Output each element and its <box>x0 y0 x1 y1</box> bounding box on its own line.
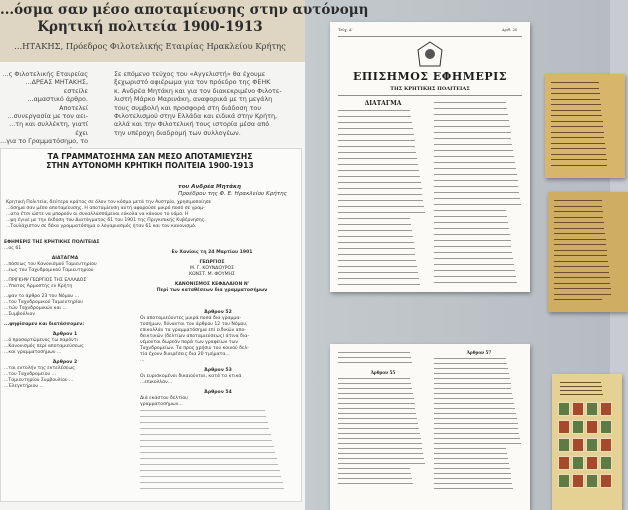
column-line: ...ψαν το άρθρο 23 του Νόμου ... <box>4 294 79 299</box>
text-line-rule <box>140 440 272 441</box>
column-heading: ΚΑΝΟΝΙΣΜΟΣ ΚΕΦΑΛΑΙΟΝ Ν' <box>174 282 250 287</box>
text-line-rule <box>551 88 599 89</box>
intro-right-line: την υπέροχη διαδρομή των συλλογέων. <box>114 128 241 137</box>
postage-stamp <box>600 420 612 434</box>
column-line: ...ψηφίσαμεν και διατάσσομεν: <box>4 322 85 327</box>
column-line: ...του Ταχυδρομικού Ταμιευτηρίου <box>4 300 83 305</box>
text-line-rule <box>554 277 610 278</box>
intro-right-column <box>114 70 300 137</box>
gazette-inner-page <box>330 344 530 510</box>
column-line: ...επικολλάν... <box>140 380 173 385</box>
text-line-rule <box>338 110 410 111</box>
text-line-rule <box>338 408 415 409</box>
text-line-rule <box>554 228 604 229</box>
gazette-masthead: ΕΠΙΣΗΜΟΣ ΕΦΗΜΕΡΙΣ <box>352 70 508 83</box>
postage-stamp <box>600 438 612 452</box>
column-line: ...ος 61 <box>4 246 22 251</box>
text-line-rule <box>434 388 511 389</box>
decree-box-title-line: ΤΑ ΓΡΑΜΜΑΤΟΣΗΜΑ ΣΑΝ ΜΕΣΟ ΑΠΟΤΑΜΙΕΥΣΗΣ <box>47 152 253 161</box>
text-line-rule <box>338 428 419 429</box>
paragraph-line: ...ψη έγινε με την έκδοση του Διατάγματος 61 του 1901 της Πριγκιπικής Κυβέρνησης. <box>6 218 206 223</box>
text-line-rule <box>434 246 511 247</box>
postage-stamp <box>586 402 598 416</box>
text-line-rule <box>554 299 602 300</box>
gazette-article-heading: Άρθρον 55 <box>370 370 396 375</box>
text-line-rule <box>551 115 602 116</box>
text-line-rule <box>338 448 422 449</box>
text-line-rule <box>338 194 422 195</box>
column-line: ...του Ταχυδρομείου ... <box>4 372 57 377</box>
text-line-rule <box>338 158 417 159</box>
text-line-rule <box>434 368 508 369</box>
text-line-rule <box>434 144 512 145</box>
text-line-rule <box>338 483 413 484</box>
text-line-rule <box>434 240 511 241</box>
text-line-rule <box>554 250 607 251</box>
text-line-rule <box>338 230 412 231</box>
text-line-rule <box>338 152 416 153</box>
text-line-rule <box>551 93 600 94</box>
gazette-front-page <box>330 22 530 292</box>
postage-stamp <box>558 456 570 470</box>
decree-box-title-line: ΣΤΗΝ ΑΥΤΟΝΟΜΗ ΚΡΗΤΙΚΗ ΠΟΛΙΤΕΙΑ 1900-1913 <box>46 161 254 170</box>
column-line: τοσήμων, δύνανται του άρθρου 12 του Νόμου, <box>140 322 248 327</box>
text-line-rule <box>434 258 513 259</box>
decree-intro-paragraph <box>6 200 294 230</box>
intro-right-line: λιστή Μάρκο Μαρινάκη, αναφορικά με τη μεγάλη <box>114 95 273 104</box>
column-line: ...ΠΡΙΓΚΗΨ ΓΕΩΡΓΙΟΣ ΤΗΣ ΕΛΛΑΔΟΣ <box>4 278 87 283</box>
text-line-rule <box>554 261 608 262</box>
text-line-rule <box>338 212 425 213</box>
column-line: Οι αποταμιεύοντες μικρά ποσά δια γραμμα- <box>140 316 242 321</box>
column-line: επικολλάν τα γραμματόσημα επί ειδικών απο- <box>140 328 246 333</box>
text-line-rule <box>434 156 514 157</box>
text-line-rule <box>551 121 603 122</box>
postage-stamp <box>558 402 570 416</box>
gazette-section-heading: ΔΙΑΤΑΓΜΑ <box>364 100 402 107</box>
postage-stamp <box>558 420 570 434</box>
column-heading: Άρθρον 1 <box>52 332 78 337</box>
text-line-rule <box>338 438 421 439</box>
text-line-rule <box>560 390 602 391</box>
text-line-rule <box>140 488 284 489</box>
postage-stamp <box>558 474 570 488</box>
text-line-rule <box>551 110 601 111</box>
text-line-rule <box>140 452 275 453</box>
column-line: Εν Χανίοις τη 24 Μαρτίου 1901 <box>171 250 253 255</box>
column-line: ...εως του Ταχυδρομικού Ταμιευτηρίου <box>4 268 94 273</box>
column-line: ΚΩΝΣΤ. Μ. ΦΟΥΜΗΣ <box>189 272 235 277</box>
text-line-rule <box>554 288 611 289</box>
decree-middle-column <box>140 310 296 408</box>
text-line-rule <box>140 434 271 435</box>
postage-stamp <box>600 402 612 416</box>
text-line-rule <box>434 252 512 253</box>
text-line-rule <box>551 148 606 149</box>
text-line-rule <box>434 228 509 229</box>
text-line-rule <box>434 373 509 374</box>
column-line: γραμματοσήμων... <box>140 402 183 407</box>
postage-stamp <box>586 420 598 434</box>
column-line: δεικτικών (δελτίων αποταμιεύσεως) άτινα δια- <box>140 334 250 339</box>
text-line-rule <box>434 108 507 109</box>
intro-right-line: Φιλοτελισμού στην Ελλάδα και ειδικά στην Κρήτη, <box>114 112 278 121</box>
postage-stamp <box>600 474 612 488</box>
article-byline: ...ΗΤΑΚΗΣ, Πρόεδρος Φιλοτελικής Εταιρίας Ηρακλείου Κρήτης <box>14 41 286 51</box>
text-line-rule <box>338 398 414 399</box>
text-line-rule <box>434 453 507 454</box>
text-line-rule <box>338 458 424 459</box>
intro-left-line: ...για το Γραμματόσημο, το <box>0 137 88 146</box>
column-line: τία έχουν διαιρέσεις δια 20 τμήματα... <box>140 352 230 357</box>
text-line-rule <box>434 102 506 103</box>
ledger-sheet-2 <box>548 192 628 312</box>
intro-left-line: ...ΔΡΕΑΣ ΜΗΤΑΚΗΣ, εστείλε <box>25 78 88 95</box>
gazette-rule <box>338 36 522 37</box>
text-line-rule <box>338 140 415 141</box>
text-line-rule <box>434 186 518 187</box>
text-line-rule <box>338 200 423 201</box>
gazette-number-label: Αριθ. 20 <box>502 28 518 32</box>
intro-left-line: ...συνεργασία με τον αει- <box>7 112 88 121</box>
text-line-rule <box>338 242 414 243</box>
postage-stamp <box>586 456 598 470</box>
text-line-rule <box>338 418 417 419</box>
text-line-rule <box>560 386 602 387</box>
column-heading: Άρθρον 52 <box>204 310 232 315</box>
text-line-rule <box>338 352 410 353</box>
column-line: ...ό προσαρτώμενος τω παρόντι <box>4 338 79 343</box>
text-line-rule <box>434 358 506 359</box>
text-line-rule <box>554 244 606 245</box>
text-line-rule <box>554 294 611 295</box>
text-line-rule <box>434 174 517 175</box>
text-line-rule <box>434 264 514 265</box>
text-line-rule <box>140 410 265 411</box>
column-line: ...Υπατος Αρμοστής εν Κρήτη <box>4 284 73 289</box>
text-line-rule <box>554 283 610 284</box>
text-line-rule <box>434 428 518 429</box>
text-line-rule <box>434 438 520 439</box>
paragraph-line: Κρητική Πολιτεία, δεύτερο κράτος σε όλον τον κόσμο μετά την Αυστρία, χρησιμοποίησε <box>6 200 212 205</box>
text-line-rule <box>551 143 605 144</box>
text-line-rule <box>551 159 607 160</box>
decree-box-author <box>178 184 287 198</box>
postage-stamp <box>558 438 570 452</box>
column-heading: Άρθρον 53 <box>204 368 232 373</box>
text-line-rule <box>434 413 516 414</box>
column-heading: Άρθρον 54 <box>204 390 232 395</box>
decree-middle-head <box>132 250 292 294</box>
text-line-rule <box>338 116 411 117</box>
intro-left-line: ...ς Φιλοτελικής Εταιρείας <box>2 70 88 78</box>
text-line-rule <box>554 222 604 223</box>
gazette-article-heading: Άρθρον 57 <box>466 350 492 355</box>
text-line-rule <box>338 453 423 454</box>
text-line-rule <box>551 82 599 83</box>
intro-right-line: αλλά και την Φιλοτελική τους ιστορία μέσα από <box>114 120 270 129</box>
text-line-rule <box>434 282 517 283</box>
author-role: Προέδρου της Φ. Ε. Ηρακλείου Κρήτης <box>178 191 288 197</box>
text-line-rule <box>434 393 512 394</box>
text-line-rule <box>140 428 269 429</box>
text-line-rule <box>434 198 520 199</box>
text-line-rule <box>551 132 604 133</box>
text-line-rule <box>338 122 412 123</box>
text-line-rule <box>551 165 607 166</box>
text-line-rule <box>560 382 601 383</box>
text-line-rule <box>338 383 411 384</box>
text-line-rule <box>338 403 415 404</box>
text-line-rule <box>554 272 609 273</box>
text-line-rule <box>434 363 507 364</box>
column-heading: Άρθρον 2 <box>52 360 78 365</box>
text-line-rule <box>554 217 603 218</box>
text-line-rule <box>434 483 512 484</box>
gazette-rule <box>338 95 522 96</box>
postage-stamp <box>572 402 584 416</box>
column-line: ...Έλεγκτήριου ... <box>4 384 44 389</box>
text-line-rule <box>338 248 415 249</box>
column-line: ...Κανονισμός περί αποταμιεύσεως <box>4 344 84 349</box>
text-line-rule <box>338 176 420 177</box>
gazette-coat-of-arms-icon <box>412 40 448 68</box>
text-line-rule <box>338 206 424 207</box>
text-line-rule <box>338 443 422 444</box>
text-line-rule <box>338 170 419 171</box>
text-line-rule <box>434 423 518 424</box>
text-line-rule <box>554 233 605 234</box>
paragraph-line: ...Τουλάχιστον σε δέκα γραμματόσημα ο λογαριασμός ήταν 61 και τον κανονισμό. <box>6 224 197 229</box>
text-line-rule <box>338 254 415 255</box>
column-line: ...και γραμματοσήμων ... <box>4 350 62 355</box>
text-line-rule <box>554 239 606 240</box>
text-line-rule <box>434 180 518 181</box>
postage-stamp <box>572 474 584 488</box>
text-line-rule <box>554 266 609 267</box>
text-line-rule <box>338 134 414 135</box>
text-line-rule <box>338 128 413 129</box>
column-line: νέμονται δωρεάν παρά των γραφείων των <box>140 340 238 345</box>
text-line-rule <box>434 433 519 434</box>
text-line-rule <box>434 276 516 277</box>
text-line-rule <box>434 448 506 449</box>
text-line-rule <box>140 482 283 483</box>
text-line-rule <box>554 211 603 212</box>
intro-right-line: κ. Ανδρέα Μητάκη και για τον διακεκριμένο Φιλοτε- <box>114 86 282 95</box>
text-line-rule <box>140 476 281 477</box>
text-line-rule <box>551 137 604 138</box>
column-line: Ταχυδρομείων. Τα προς χρήσιν του κοινού δελ- <box>140 346 249 351</box>
text-line-rule <box>338 473 411 474</box>
intro-right-line: ξεχωριστό αφιέρωμα για τον πρόεδρο της ΦΕΗΚ <box>114 78 271 87</box>
text-line-rule <box>140 416 266 417</box>
text-line-rule <box>338 478 412 479</box>
text-line-rule <box>434 443 521 444</box>
text-line-rule <box>434 210 506 211</box>
postage-stamp <box>572 420 584 434</box>
text-line-rule <box>338 146 415 147</box>
text-line-rule <box>338 224 411 225</box>
text-line-rule <box>434 468 510 469</box>
text-line-rule <box>338 272 418 273</box>
text-line-rule <box>338 413 416 414</box>
intro-left-line: ...τη και συλλέκτη, γιατί έχει <box>9 120 88 137</box>
postage-stamp <box>586 438 598 452</box>
postage-stamp <box>572 456 584 470</box>
column-line: ...πάσεως του Κανονισμού Ταμιευτηρίου <box>4 262 97 267</box>
text-line-rule <box>338 284 420 285</box>
text-line-rule <box>434 120 509 121</box>
text-line-rule <box>434 463 509 464</box>
text-line-rule <box>338 218 410 219</box>
text-line-rule <box>338 393 413 394</box>
postage-stamp <box>572 438 584 452</box>
text-line-rule <box>434 168 516 169</box>
intro-left-column <box>0 70 88 154</box>
column-line: ...τών Ταχυδρομικών και ... <box>4 306 67 311</box>
text-line-rule <box>434 383 511 384</box>
text-line-rule <box>338 278 419 279</box>
text-line-rule <box>434 418 517 419</box>
text-line-rule <box>338 433 420 434</box>
text-line-rule <box>140 470 280 471</box>
column-line: ...Ταμιευτηρίου Συμβουλίου ... <box>4 378 74 383</box>
text-line-rule <box>551 99 600 100</box>
text-line-rule <box>338 357 411 358</box>
text-line-rule <box>338 423 418 424</box>
postage-stamp <box>600 456 612 470</box>
text-line-rule <box>338 468 410 469</box>
text-line-rule <box>434 473 511 474</box>
text-line-rule <box>140 458 277 459</box>
text-line-rule <box>434 478 511 479</box>
column-heading: Περί των καταθέσεων δια γραμματοσήμων <box>156 288 268 293</box>
paragraph-line: ...ατα έτσι ώστε να μπορούν οι συναλλασσόμενοι εύκολα να κάνουν το νόμο. Η <box>6 212 189 217</box>
savings-card-with-stamps <box>552 374 622 510</box>
gazette-issue-label: Τεύχ. Α' <box>338 28 353 32</box>
ledger-sheet-1 <box>545 74 625 178</box>
text-line-rule <box>338 260 416 261</box>
text-line-rule <box>434 398 513 399</box>
author-name: του Ανδρέα Μητάκη <box>178 184 241 190</box>
text-line-rule <box>338 463 425 464</box>
article-title-line-2: Κρητική πολιτεία 1900-1913 <box>37 19 263 35</box>
column-line: ...ται εντολήν της εκτελέσεως <box>4 366 75 371</box>
text-line-rule <box>551 154 606 155</box>
column-line: Οι ευρισκομένοι δικαιούνται, κατά τα κτικά <box>140 374 242 379</box>
column-line: ... <box>140 358 145 363</box>
column-line: ...Συμβούλιον <box>4 312 35 317</box>
intro-right-line: Σε επόμενο τεύχος του «Αγγελιστή» θα έχουμε <box>114 70 266 78</box>
text-line-rule <box>554 206 602 207</box>
text-line-rule <box>434 114 508 115</box>
column-line: ΕΦΗΜΕΡΙΣ ΤΗΣ ΚΡΗΤΙΚΗΣ ΠΟΛΙΤΕΙΑΣ <box>4 240 100 245</box>
text-line-rule <box>434 132 511 133</box>
text-line-rule <box>434 458 508 459</box>
text-line-rule <box>434 138 511 139</box>
text-line-rule <box>338 182 421 183</box>
column-line: ΓΕΩΡΓΙΟΣ <box>199 260 225 265</box>
column-line: Διά εκάστου δελτίου <box>140 396 188 401</box>
text-line-rule <box>434 378 510 379</box>
column-line: Μ. Γ. ΚΟΥΝΔΟΥΡΟΣ <box>189 266 235 271</box>
text-line-rule <box>434 403 514 404</box>
text-line-rule <box>434 488 513 489</box>
article-title-line-1: ...όσμα σαν μέσο αποταμίευσης στην αυτόνομη <box>0 2 369 18</box>
text-line-rule <box>338 388 412 389</box>
decree-left-column <box>4 240 126 390</box>
decree-box-title <box>0 152 300 170</box>
text-line-rule <box>551 126 603 127</box>
text-line-rule <box>434 270 515 271</box>
text-line-rule <box>140 422 268 423</box>
intro-left-line: ...αμαστικό άρθρο. Αποτελεί <box>27 95 88 112</box>
text-line-rule <box>434 126 510 127</box>
text-line-rule <box>554 255 607 256</box>
text-line-rule <box>338 362 412 363</box>
text-line-rule <box>338 266 417 267</box>
text-line-rule <box>434 192 519 193</box>
text-line-rule <box>434 150 513 151</box>
gazette-subtitle: ΤΗΣ ΚΡΗΤΙΚΗΣ ΠΟΛΙΤΕΙΑΣ <box>390 86 470 92</box>
text-line-rule <box>560 394 603 395</box>
text-line-rule <box>434 162 515 163</box>
column-heading: ΔΙΑΤΑΓΜΑ <box>51 256 79 261</box>
text-line-rule <box>338 236 413 237</box>
paragraph-line: ...όσημα σαν μέσο αποταμίευσης. Η αποταμίευση αυτή αφορούσε μικρό ποσό σε γραμ- <box>6 206 205 211</box>
text-line-rule <box>551 104 601 105</box>
text-line-rule <box>338 188 422 189</box>
text-line-rule <box>140 446 274 447</box>
intro-right-line: τους συμβολή και προσφορά στη διάδοση του <box>114 103 262 112</box>
text-line-rule <box>554 200 602 201</box>
text-line-rule <box>434 234 510 235</box>
text-line-rule <box>338 378 410 379</box>
postage-stamp <box>586 474 598 488</box>
text-line-rule <box>434 204 521 205</box>
text-line-rule <box>434 408 515 409</box>
text-line-rule <box>140 464 278 465</box>
text-line-rule <box>434 222 508 223</box>
text-line-rule <box>434 216 507 217</box>
text-line-rule <box>338 164 418 165</box>
